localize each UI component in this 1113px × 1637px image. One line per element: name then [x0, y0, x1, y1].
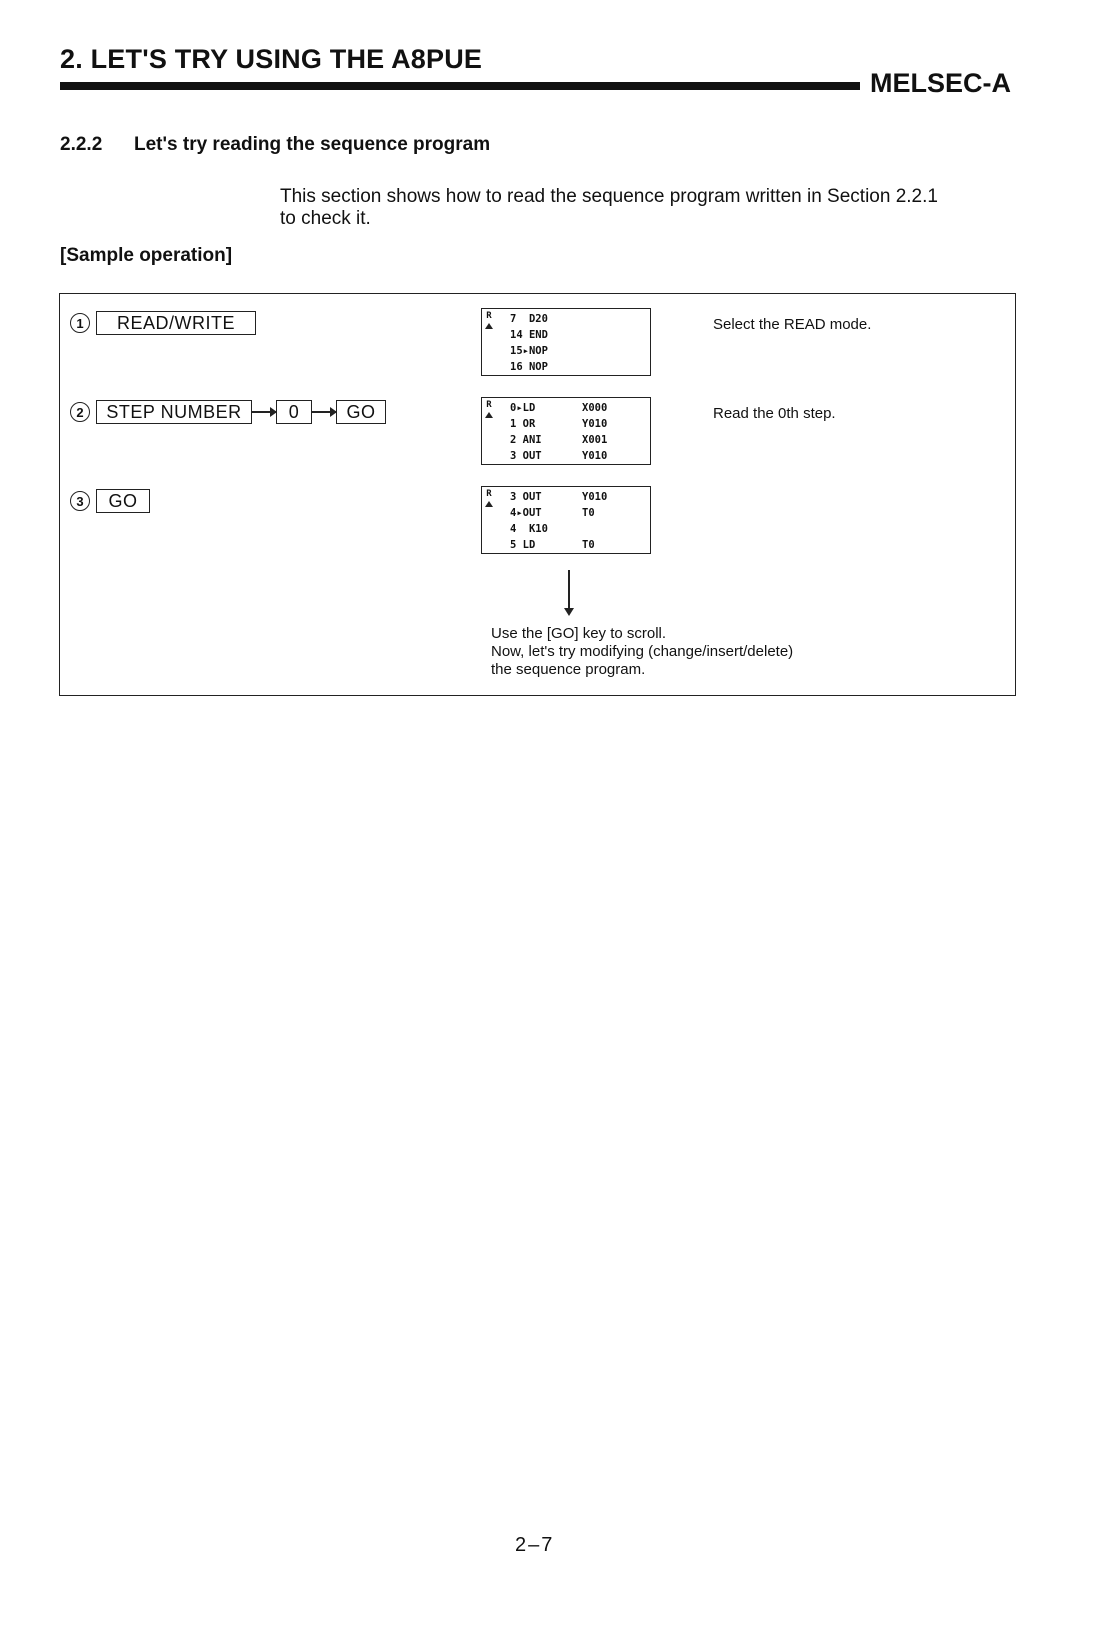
- lcd-line: 7 D20: [510, 313, 548, 325]
- note-line-1: Use the [GO] key to scroll.: [491, 625, 667, 642]
- key-go[interactable]: GO: [96, 489, 150, 513]
- step-3-keys: [70, 488, 150, 514]
- lcd-line: 4▸OUT T0: [510, 507, 595, 519]
- scroll-note: [491, 625, 793, 679]
- step-1-description: Select the READ mode.: [713, 316, 872, 333]
- down-arrow-head-icon: [564, 608, 574, 616]
- lcd-line: 16 NOP: [510, 361, 548, 373]
- chapter-title: 2. LET'S TRY USING THE A8PUE: [60, 44, 483, 74]
- lcd-display-3: [481, 486, 651, 554]
- lcd-line: 3 OUT Y010: [510, 450, 608, 462]
- arrow-right-icon: [252, 411, 276, 413]
- cursor-up-icon: [485, 323, 493, 329]
- key-go[interactable]: GO: [336, 400, 386, 424]
- lcd-display-1: [481, 308, 651, 376]
- sample-operation-label: [Sample operation]: [60, 245, 233, 266]
- lcd-line: 1 OR Y010: [510, 418, 608, 430]
- lcd-display-2: [481, 397, 651, 465]
- step-marker: 2: [70, 402, 90, 422]
- lcd-line: 2 ANI X001: [510, 434, 608, 446]
- lcd-line: 14 END: [510, 329, 548, 341]
- brand-logo-text: MELSEC-A: [870, 68, 1011, 98]
- section-title: Let's try reading the sequence program: [134, 134, 491, 155]
- step-2-keys: [70, 399, 386, 425]
- page-number: 2–7: [515, 1534, 555, 1556]
- section-intro: [280, 186, 1040, 230]
- section-heading: [60, 134, 490, 156]
- step-marker: 3: [70, 491, 90, 511]
- lcd-line: 0▸LD X000: [510, 402, 608, 414]
- section-number: 2.2.2: [60, 134, 103, 155]
- mode-indicator: R: [486, 400, 492, 410]
- step-1-keys: [70, 310, 256, 336]
- step-marker: 1: [70, 313, 90, 333]
- mode-indicator: R: [486, 311, 492, 321]
- key-step-number[interactable]: STEP NUMBER: [96, 400, 252, 424]
- mode-indicator: R: [486, 489, 492, 499]
- arrow-right-icon: [312, 411, 336, 413]
- cursor-up-icon: [485, 412, 493, 418]
- lcd-line: 5 LD T0: [510, 539, 595, 551]
- note-line-3: the sequence program.: [491, 661, 646, 678]
- note-line-2: Now, let's try modifying (change/insert/delete): [491, 643, 794, 660]
- cursor-up-icon: [485, 501, 493, 507]
- down-arrow-icon: [568, 570, 570, 610]
- lcd-line: 3 OUT Y010: [510, 491, 608, 503]
- lcd-line: 15▸NOP: [510, 345, 548, 357]
- intro-line-2: to check it.: [280, 208, 371, 229]
- step-2-description: Read the 0th step.: [713, 405, 836, 422]
- intro-line-1: This section shows how to read the sequence program written in Section 2.2.1: [280, 186, 938, 207]
- header-rule: [60, 82, 860, 90]
- lcd-line: 4 K10: [510, 523, 548, 535]
- key-zero[interactable]: 0: [276, 400, 312, 424]
- key-read-write[interactable]: READ/WRITE: [96, 311, 256, 335]
